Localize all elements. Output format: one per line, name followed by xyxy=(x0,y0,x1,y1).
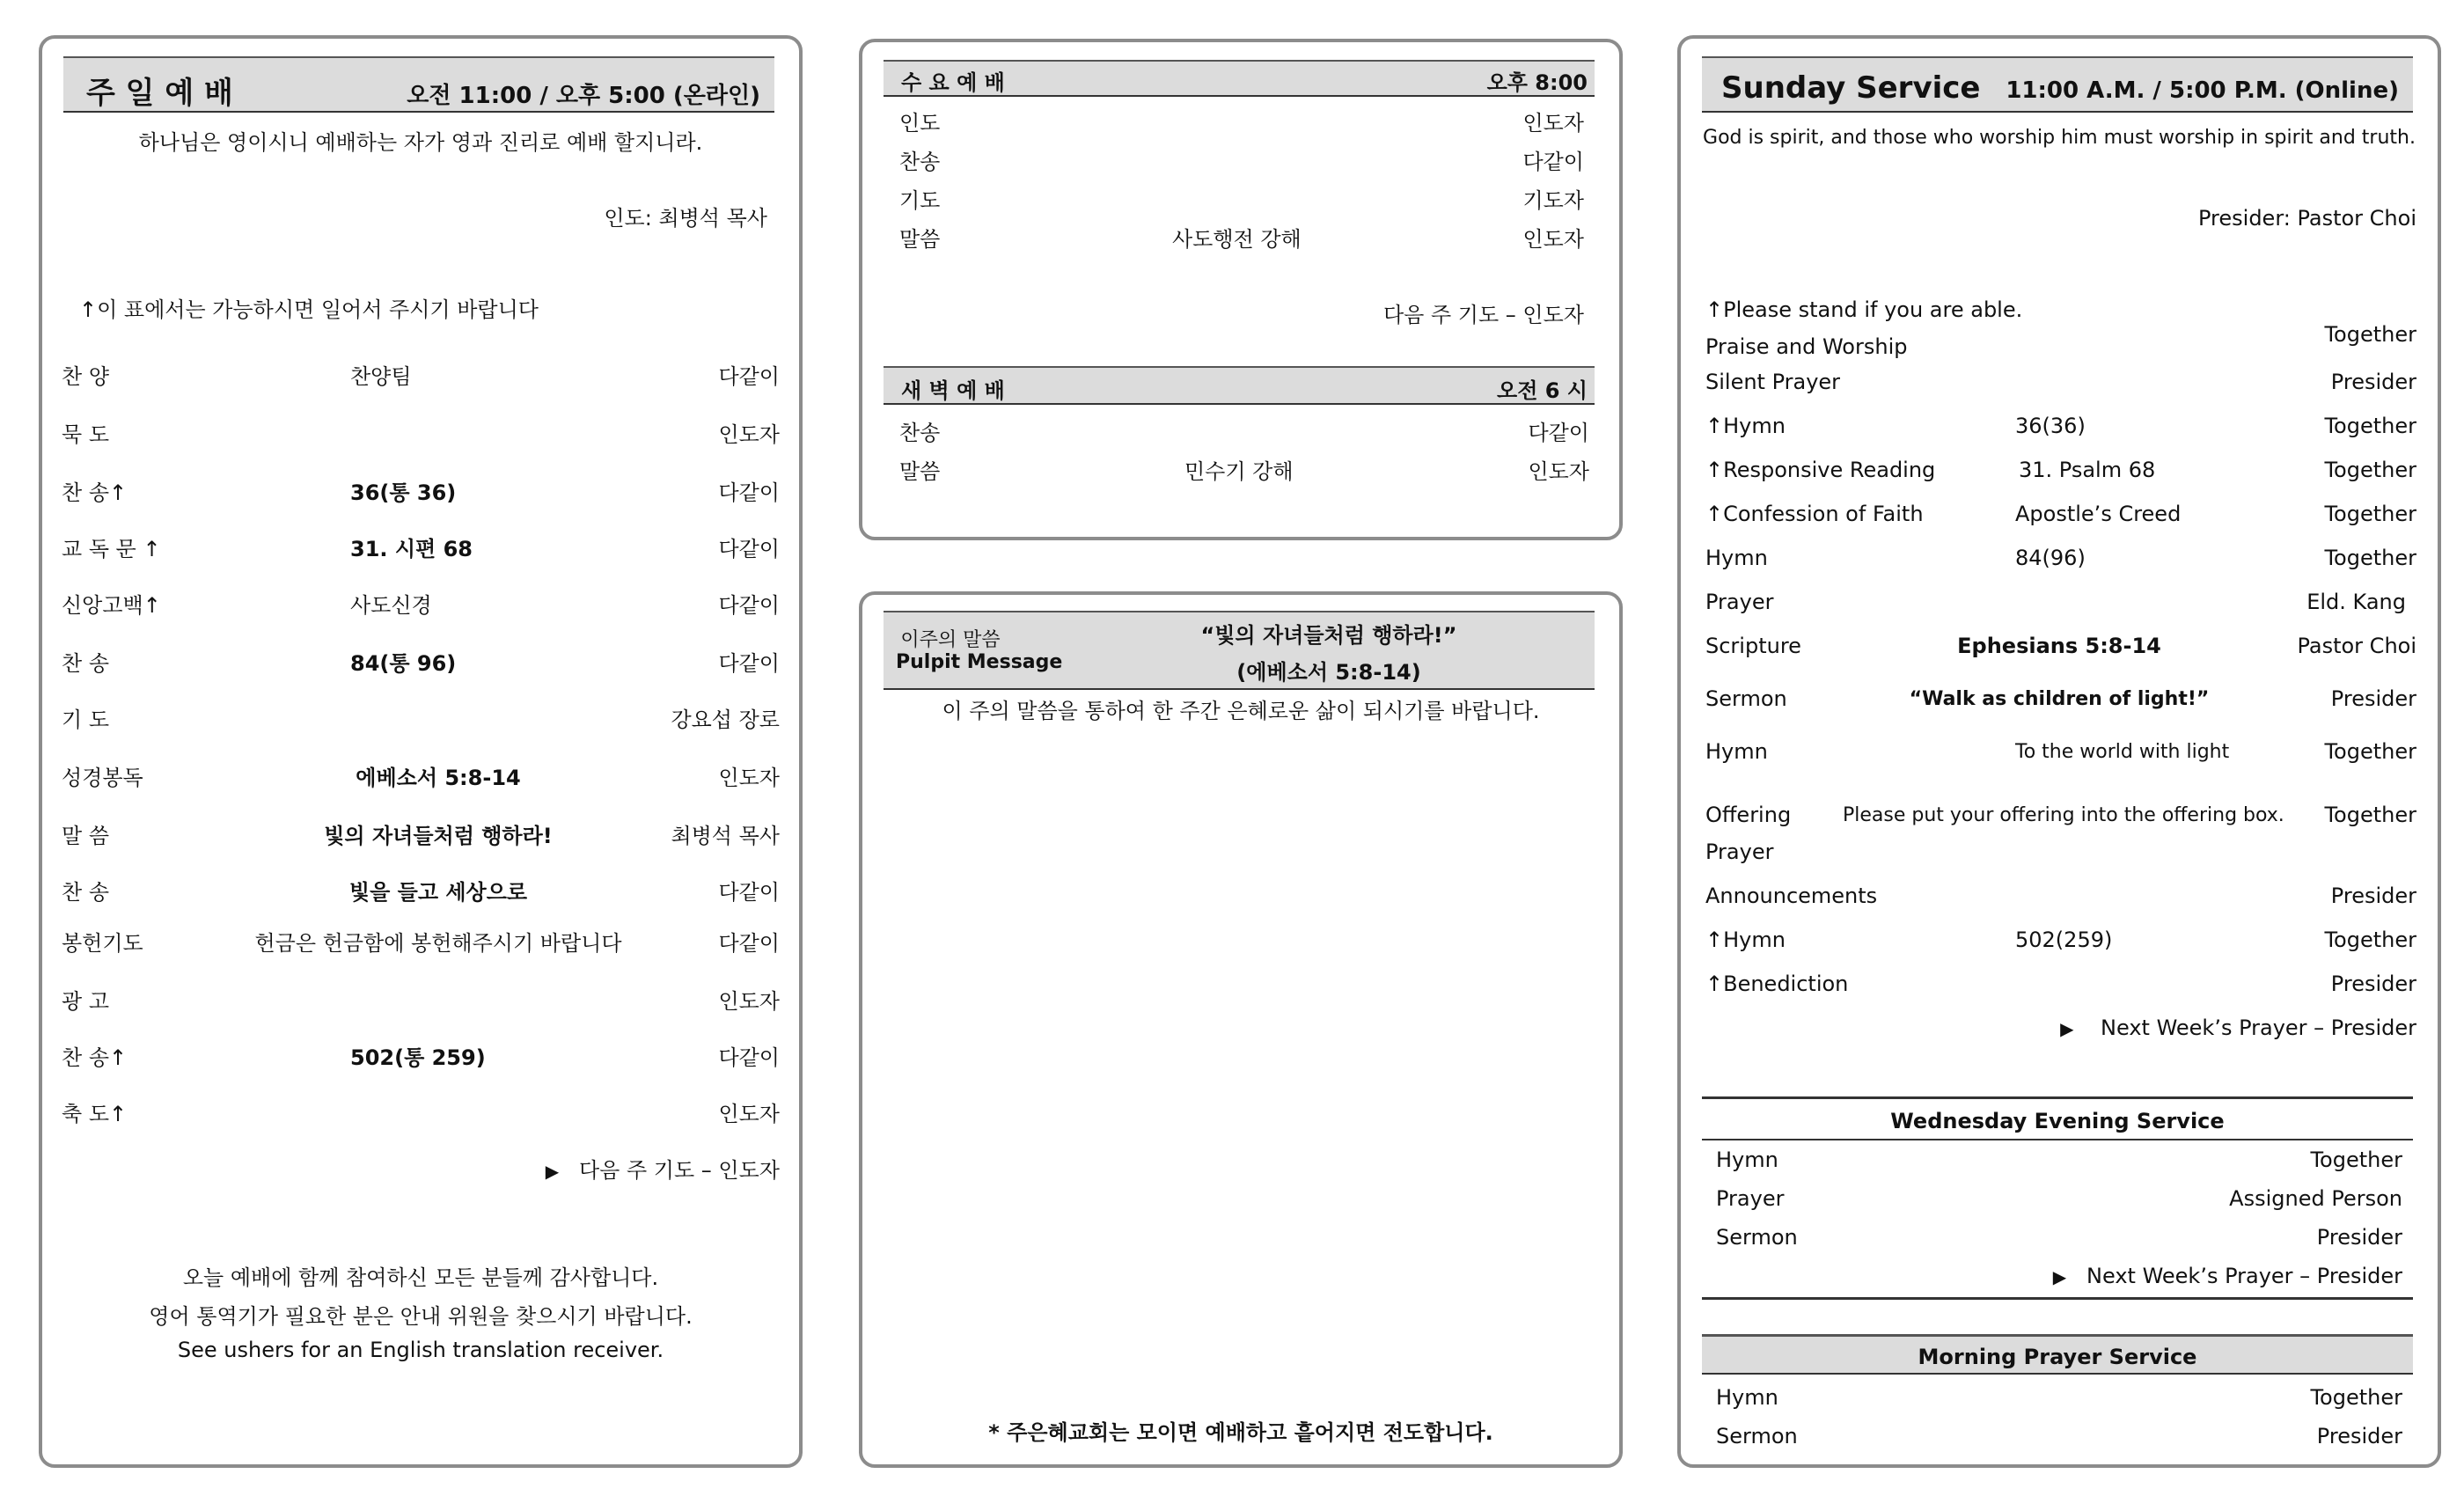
row-detail: 사도행전 강해 xyxy=(1172,227,1302,252)
row-item: 찬송 xyxy=(899,421,941,445)
wednesday-title: 수 요 예 배 xyxy=(901,70,1005,95)
korean-verse: 하나님은 영이시니 예배하는 자가 영과 진리로 예배 할지니라. xyxy=(138,130,703,155)
order-item: Silent Prayer xyxy=(1705,370,1841,394)
english-title: Sunday Service xyxy=(1721,70,1981,106)
order-who: Presider xyxy=(2330,370,2416,394)
order-detail: 에베소서 5:8-14 xyxy=(356,766,521,790)
order-detail: 빛을 들고 세상으로 xyxy=(348,880,528,905)
dawn-time: 오전 6 시 xyxy=(1497,378,1588,403)
row-item: Sermon xyxy=(1716,1225,1798,1250)
korean-ushers-note: See ushers for an English translation receiver. xyxy=(177,1338,664,1362)
row-item: 말씀 xyxy=(899,459,941,484)
pulpit-message-title: “빛의 자녀들처럼 행하라!” xyxy=(1200,623,1457,648)
order-who: 다같이 xyxy=(718,480,780,505)
korean-title: 주 일 예 배 xyxy=(86,76,233,111)
order-item: Scripture xyxy=(1705,634,1801,658)
order-item: Announcements xyxy=(1705,884,1878,908)
wednesday-next-prayer: 다음 주 기도 – 인도자 xyxy=(1383,303,1584,327)
order-item: Sermon xyxy=(1705,686,1787,711)
order-item: 찬 송 xyxy=(62,880,109,905)
order-detail: 사도신경 xyxy=(350,593,432,618)
pulpit-message-panel xyxy=(859,591,1623,1468)
order-who: 인도자 xyxy=(718,766,780,790)
order-detail: 찬양팀 xyxy=(350,364,412,389)
row-who: 인도자 xyxy=(1528,459,1589,484)
order-detail: 빛의 자녀들처럼 행하라! xyxy=(324,824,553,848)
row-who: Together xyxy=(2310,1385,2402,1410)
korean-sunday-panel xyxy=(39,35,803,1468)
order-item: 봉헌기도 xyxy=(62,931,143,956)
order-item: 신앙고백↑ xyxy=(62,593,161,618)
english-next-prayer-text: Next Week’s Prayer – Presider xyxy=(2101,1016,2416,1040)
order-who: Together xyxy=(2324,414,2416,438)
order-item: Hymn xyxy=(1705,546,1768,570)
order-item: 축 도↑ xyxy=(62,1102,128,1126)
order-who: Eld. Kang xyxy=(2306,590,2406,614)
morning-eng-title: Morning Prayer Service xyxy=(1918,1345,2197,1369)
order-detail: 84(통 96) xyxy=(350,651,457,676)
order-who: 강요섭 장로 xyxy=(671,708,780,732)
order-who: Presider xyxy=(2330,884,2416,908)
order-item: 찬 양 xyxy=(62,364,109,389)
wednesday-eng-bottom-rule xyxy=(1702,1297,2413,1300)
row-who: Presider xyxy=(2316,1424,2402,1448)
order-item: Prayer xyxy=(1705,840,1774,864)
order-detail: To the world with light xyxy=(2015,741,2230,763)
order-detail: “Walk as children of light!” xyxy=(1909,688,2210,710)
order-item: 기 도 xyxy=(62,708,109,732)
weekday-services-panel xyxy=(859,39,1623,540)
row-who: 다같이 xyxy=(1522,150,1584,174)
row-item: Prayer xyxy=(1716,1186,1785,1211)
korean-stand-note: ↑이 표에서는 가능하시면 일어서 주시기 바랍니다 xyxy=(79,297,539,322)
row-item: Hymn xyxy=(1716,1148,1778,1172)
row-who: Assigned Person xyxy=(2229,1186,2402,1211)
order-detail: Ephesians 5:8-14 xyxy=(1957,634,2161,658)
order-who: 인도자 xyxy=(718,989,780,1014)
order-item: 말 씀 xyxy=(62,824,109,848)
order-item: Offering xyxy=(1705,803,1792,827)
pulpit-label-eng: Pulpit Message xyxy=(896,651,1063,673)
korean-presider: 인도: 최병석 목사 xyxy=(604,206,767,231)
pulpit-message-reference: (에베소서 5:8-14) xyxy=(1236,660,1421,685)
triangle-right-icon: ▶ xyxy=(2052,1266,2067,1287)
row-item: 찬송 xyxy=(899,150,941,174)
korean-next-prayer-text: 다음 주 기도 – 인도자 xyxy=(579,1158,780,1183)
row-item: 말씀 xyxy=(899,227,941,252)
wednesday-eng-next-prayer-text: Next Week’s Prayer – Presider xyxy=(2086,1264,2402,1288)
english-next-prayer xyxy=(2060,1016,2416,1040)
order-detail: 502(통 259) xyxy=(350,1045,486,1070)
order-item: 성경봉독 xyxy=(62,766,143,790)
order-who: Presider xyxy=(2330,686,2416,711)
church-motto: * 주은혜교회는 모이면 예배하고 흩어지면 전도합니다. xyxy=(988,1420,1493,1445)
wednesday-eng-top-rule xyxy=(1702,1096,2413,1099)
order-who: 다같이 xyxy=(718,593,780,618)
order-who: 인도자 xyxy=(718,1102,780,1126)
order-who: Together xyxy=(2324,502,2416,526)
order-who: Together xyxy=(2324,322,2416,347)
order-who: Presider xyxy=(2330,972,2416,996)
row-item: Sermon xyxy=(1716,1424,1798,1448)
order-who: 다같이 xyxy=(718,364,780,389)
order-item: 교 독 문 ↑ xyxy=(62,537,161,561)
order-item: ↑Hymn xyxy=(1705,928,1786,952)
order-item: Prayer xyxy=(1705,590,1774,614)
order-detail: 36(통 36) xyxy=(350,480,457,505)
english-presider: Presider: Pastor Choi xyxy=(2197,206,2416,231)
order-who: 인도자 xyxy=(718,422,780,447)
order-item: 광 고 xyxy=(62,989,109,1014)
row-who: Together xyxy=(2310,1148,2402,1172)
order-item: ↑Hymn xyxy=(1705,414,1786,438)
order-item: ↑Responsive Reading xyxy=(1705,458,1936,482)
row-who: Presider xyxy=(2316,1225,2402,1250)
row-item: 기도 xyxy=(899,188,941,213)
row-who: 기도자 xyxy=(1522,188,1584,213)
order-item: 묵 도 xyxy=(62,422,109,447)
english-verse: God is spirit, and those who worship him must worship in spirit and truth. xyxy=(1703,127,2416,149)
order-who: Together xyxy=(2324,739,2416,764)
order-item: Praise and Worship xyxy=(1705,334,1908,359)
order-detail: 84(96) xyxy=(2015,546,2086,570)
row-who: 인도자 xyxy=(1522,111,1584,136)
order-item: 찬 송 xyxy=(62,651,109,676)
order-who: 다같이 xyxy=(718,931,780,956)
order-item: 찬 송↑ xyxy=(62,1045,128,1070)
wednesday-eng-title: Wednesday Evening Service xyxy=(1890,1109,2225,1133)
pulpit-label-kor: 이주의 말씀 xyxy=(900,629,1001,651)
korean-thanks: 오늘 예배에 함께 참여하신 모든 분들께 감사합니다. xyxy=(182,1265,659,1290)
wednesday-eng-title-rule xyxy=(1702,1139,2413,1140)
english-sunday-panel xyxy=(1677,35,2441,1468)
order-detail: 헌금은 헌금함에 봉헌해주시기 바랍니다 xyxy=(254,931,622,956)
row-item: 인도 xyxy=(899,111,941,136)
row-detail: 민수기 강해 xyxy=(1184,459,1294,484)
order-item: ↑Benediction xyxy=(1705,972,1849,996)
order-detail: Please put your offering into the offering box. xyxy=(1843,804,2284,826)
wednesday-time: 오후 8:00 xyxy=(1486,70,1588,95)
row-who: 다같이 xyxy=(1528,421,1589,445)
order-who: 다같이 xyxy=(718,537,780,561)
order-who: Together xyxy=(2324,928,2416,952)
order-who: Pastor Choi xyxy=(2297,634,2416,658)
korean-service-time: 오전 11:00 / 오후 5:00 (온라인) xyxy=(407,83,760,109)
order-detail: 31. 시편 68 xyxy=(350,537,473,561)
korean-translator-note: 영어 통역기가 필요한 분은 안내 위원을 찾으시기 바랍니다. xyxy=(149,1304,693,1329)
order-who: Together xyxy=(2324,546,2416,570)
english-service-time: 11:00 A.M. / 5:00 P.M. (Online) xyxy=(2006,77,2399,104)
dawn-title: 새 벽 예 배 xyxy=(901,378,1005,403)
order-who: 최병석 목사 xyxy=(671,824,780,848)
order-detail: Apostle’s Creed xyxy=(2015,502,2182,526)
row-item: Hymn xyxy=(1716,1385,1778,1410)
order-item: Hymn xyxy=(1705,739,1768,764)
order-who: Together xyxy=(2324,458,2416,482)
wednesday-eng-next-prayer xyxy=(2053,1264,2402,1288)
order-detail: 31. Psalm 68 xyxy=(2019,458,2156,482)
order-item: 찬 송↑ xyxy=(62,480,128,505)
korean-next-prayer xyxy=(546,1153,780,1184)
order-item: ↑Confession of Faith xyxy=(1705,502,1924,526)
triangle-right-icon: ▶ xyxy=(545,1161,560,1182)
english-stand-note: ↑Please stand if you are able. xyxy=(1705,297,2023,322)
order-who: 다같이 xyxy=(718,1045,780,1070)
order-detail: 502(259) xyxy=(2015,928,2113,952)
row-who: 인도자 xyxy=(1522,227,1584,252)
triangle-right-icon: ▶ xyxy=(2060,1018,2074,1039)
order-who: 다같이 xyxy=(718,880,780,905)
order-who: 다같이 xyxy=(718,651,780,676)
order-who: Together xyxy=(2324,803,2416,827)
pulpit-blessing: 이 주의 말씀을 통하여 한 주간 은혜로운 삶이 되시기를 바랍니다. xyxy=(942,699,1540,723)
order-detail: 36(36) xyxy=(2015,414,2086,438)
